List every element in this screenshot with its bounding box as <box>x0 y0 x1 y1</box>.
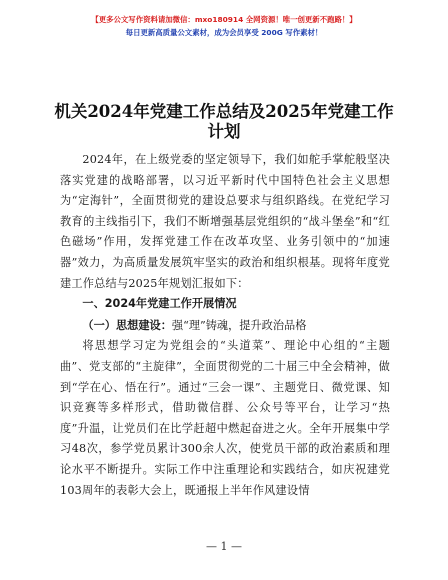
page-number: — 1 — <box>206 540 242 553</box>
subsection-text: 强“理”铸魂，提升政治品格 <box>171 318 307 332</box>
section-heading: 一、2024年党建工作开展情况 <box>82 297 237 311</box>
promo-banner-line-2: 每日更新高质量公文素材，成为会员享受 200G 写作素材！ <box>125 28 323 37</box>
subsection-label: （一）思想建设： <box>82 317 172 332</box>
intro-paragraph: 2024年，在上级党委的坚定领导下，我们如舵手掌舵般坚决落实党建的战略部署，以习近平新时代中国特色社会主义思想为“定海针”，全面贯彻党的建设总要求与组织路线。在党纪学习教育的主线指引下，我们不断增强基层党组织的“战斗堡垒”和“红色磁场”作用，发挥党建工作在改革攻坚、业务引领中的“加速器”效力，为高质量发展筑牢坚实的政治和组织根基。现将年度党建工作总结与2025年规划汇报如下： <box>60 153 390 290</box>
document-body <box>60 150 390 501</box>
document-title: 机关2024年党建工作总结及2025年党建工作计划 <box>54 102 394 141</box>
subsection-heading <box>60 315 390 337</box>
body-paragraph: 将思想学习定为党组会的“头道菜”、理论中心组的“主题曲”、党支部的“主旋律”，全面贯彻党的二十届三中全会精神，做到“学在心、悟在行”。通过“三会一课”、主题党日、微党课、知识竞赛等多样形式，借助微信群、公众号等平台，让学习“热度”升温，让党员们在比学赶超中燃起奋进之火。全年开展集中学习48次，参学党员累计300余人次，使党员干部的政治素质和理论水平不断提升。实际工作中注重理论和实践结合，如庆祝建党103周年的表彰大会上，既通报上半年作风建设情 <box>60 339 390 497</box>
promo-banner-line-1: 【更多公文写作资料请加微信：mxo180914 全网资源！唯一创更新不跑路！】 <box>91 15 357 24</box>
